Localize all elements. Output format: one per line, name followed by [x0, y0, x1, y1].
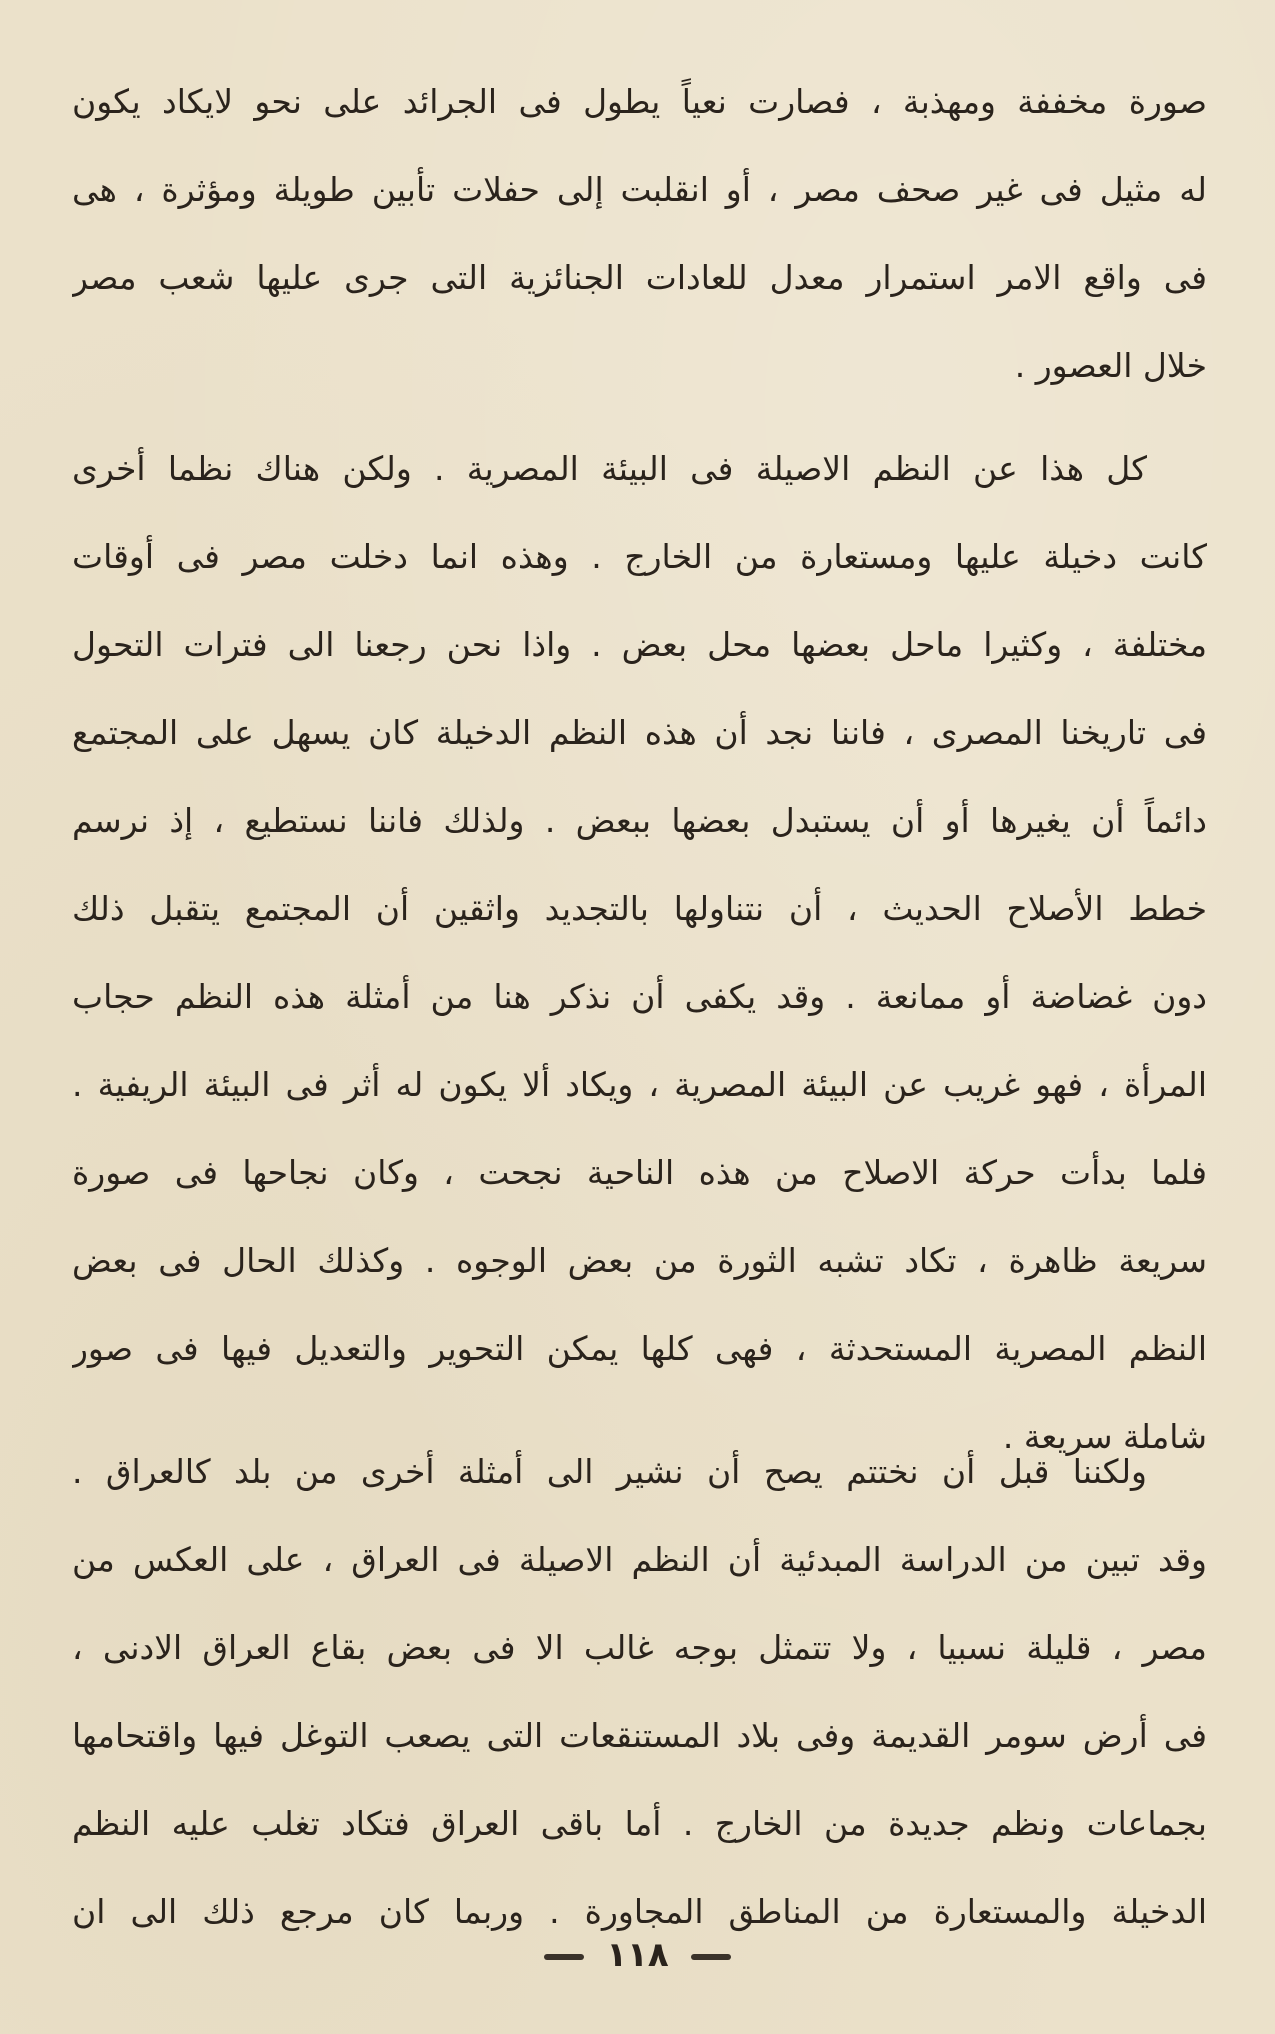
- text-line: كل هذا عن النظم الاصيلة فى البيئة المصرية . ولكن هناك نظما أخرى: [72, 449, 1147, 488]
- text-line: شاملة سريعة .: [1002, 1417, 1207, 1456]
- text-line: المرأة ، فهو غريب عن البيئة المصرية ، ويكاد ألا يكون له أثر فى البيئة الريفية .: [72, 1065, 1207, 1104]
- text-line: فى أرض سومر القديمة وفى بلاد المستنقعات التى يصعب التوغل فيها واقتحامها: [72, 1716, 1207, 1755]
- folio-dash-left: [544, 1954, 584, 1960]
- paragraph-1: [72, 58, 1207, 410]
- text-line: خلال العصور .: [1014, 346, 1207, 385]
- page-number: [0, 1935, 1275, 1975]
- text-line: فى تاريخنا المصرى ، فاننا نجد أن هذه النظم الدخيلة كان يسهل على المجتمع: [72, 713, 1207, 752]
- text-line: دون غضاضة أو ممانعة . وقد يكفى أن نذكر هنا من أمثلة هذه النظم حجاب: [72, 977, 1207, 1016]
- text-line: فى واقع الامر استمرار معدل للعادات الجنائزية التى جرى عليها شعب مصر: [72, 258, 1207, 297]
- page-number-text: ١١٨: [606, 1935, 669, 1975]
- text-line: كانت دخيلة عليها ومستعارة من الخارج . وهذه انما دخلت مصر فى أوقات: [72, 537, 1207, 576]
- text-line: النظم المصرية المستحدثة ، فهى كلها يمكن التحوير والتعديل فيها فى صور: [72, 1329, 1207, 1368]
- folio-dash-right: [691, 1954, 731, 1960]
- text-line: وقد تبين من الدراسة المبدئية أن النظم الاصيلة فى العراق ، على العكس من: [72, 1540, 1207, 1579]
- text-line: فلما بدأت حركة الاصلاح من هذه الناحية نجحت ، وكان نجاحها فى صورة: [72, 1153, 1207, 1192]
- text-line: خطط الأصلاح الحديث ، أن نتناولها بالتجديد واثقين أن المجتمع يتقبل ذلك: [72, 889, 1207, 928]
- text-line: بجماعات ونظم جديدة من الخارج . أما باقى العراق فتكاد تغلب عليه النظم: [72, 1804, 1207, 1843]
- paragraph-2: [72, 425, 1207, 1481]
- text-line: الدخيلة والمستعارة من المناطق المجاورة . وربما كان مرجع ذلك الى ان: [72, 1892, 1207, 1931]
- text-line: له مثيل فى غير صحف مصر ، أو انقلبت إلى حفلات تأبين طويلة ومؤثرة ، هى: [72, 170, 1207, 209]
- text-line: سريعة ظاهرة ، تكاد تشبه الثورة من بعض الوجوه . وكذلك الحال فى بعض: [72, 1241, 1207, 1280]
- text-line: ولكننا قبل أن نختتم يصح أن نشير الى أمثلة أخرى من بلد كالعراق .: [72, 1452, 1147, 1491]
- paragraph-3: [72, 1428, 1207, 1956]
- text-line: مختلفة ، وكثيرا ماحل بعضها محل بعض . واذا نحن رجعنا الى فترات التحول: [72, 625, 1207, 664]
- text-line: صورة مخففة ومهذبة ، فصارت نعياً يطول فى الجرائد على نحو لايكاد يكون: [72, 82, 1207, 121]
- text-line: مصر ، قليلة نسبيا ، ولا تتمثل بوجه غالب الا فى بعض بقاع العراق الادنى ،: [72, 1628, 1207, 1667]
- text-line: دائماً أن يغيرها أو أن يستبدل بعضها ببعض . ولذلك فاننا نستطيع ، إذ نرسم: [72, 801, 1207, 840]
